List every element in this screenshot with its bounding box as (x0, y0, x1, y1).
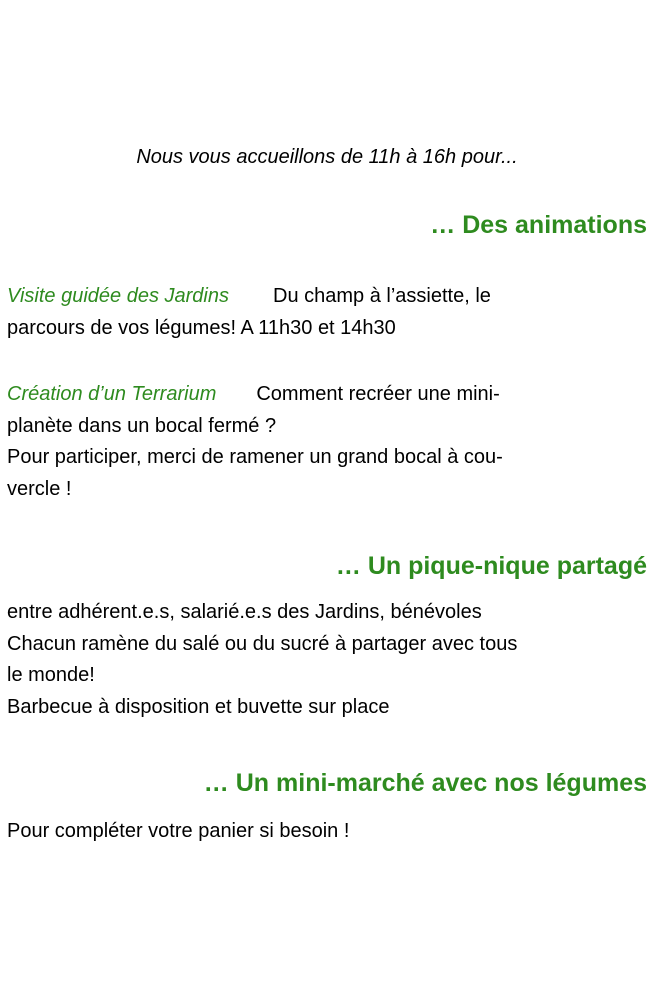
piquenique-line-1: entre adhérent.e.s, salarié.e.s des Jardins, bénévoles (7, 601, 482, 623)
heading-animations: … Des animations (430, 211, 647, 239)
marche-text (7, 816, 647, 848)
heading-piquenique: … Un pique-nique partagé (335, 552, 647, 580)
piquenique-text (7, 597, 647, 723)
terrarium-desc-2: planète dans un bocal fermé ? (7, 414, 277, 437)
visite-title: Visite guidée des Jardins (7, 285, 229, 307)
activity-terrarium (7, 379, 647, 505)
terrarium-desc-1: Comment recréer une mini- (256, 383, 500, 405)
visite-first-line (7, 281, 647, 313)
visite-desc-1: Du champ à l’assiette, le (273, 285, 491, 307)
piquenique-line-4: Barbecue à disposition et buvette sur place (7, 695, 390, 718)
terrarium-title: Création d’un Terrarium (7, 383, 217, 405)
intro-text: Nous vous accueillons de 11h à 16h pour... (136, 146, 518, 168)
activity-visite (7, 281, 647, 344)
terrarium-desc-3: Pour participer, merci de ramener un grand bocal à cou- (7, 446, 503, 468)
marche-line-1: Pour compléter votre panier si besoin ! (7, 820, 350, 842)
piquenique-line-3: le monde! (7, 664, 95, 686)
terrarium-desc-4: vercle ! (7, 477, 72, 500)
heading-marche: … Un mini-marché avec nos légumes (203, 769, 647, 797)
piquenique-line-2: Chacun ramène du salé ou du sucré à partager avec tous (7, 632, 518, 655)
visite-desc-2: parcours de vos légumes! A 11h30 et 14h30 (7, 316, 396, 339)
terrarium-first-line (7, 379, 647, 411)
